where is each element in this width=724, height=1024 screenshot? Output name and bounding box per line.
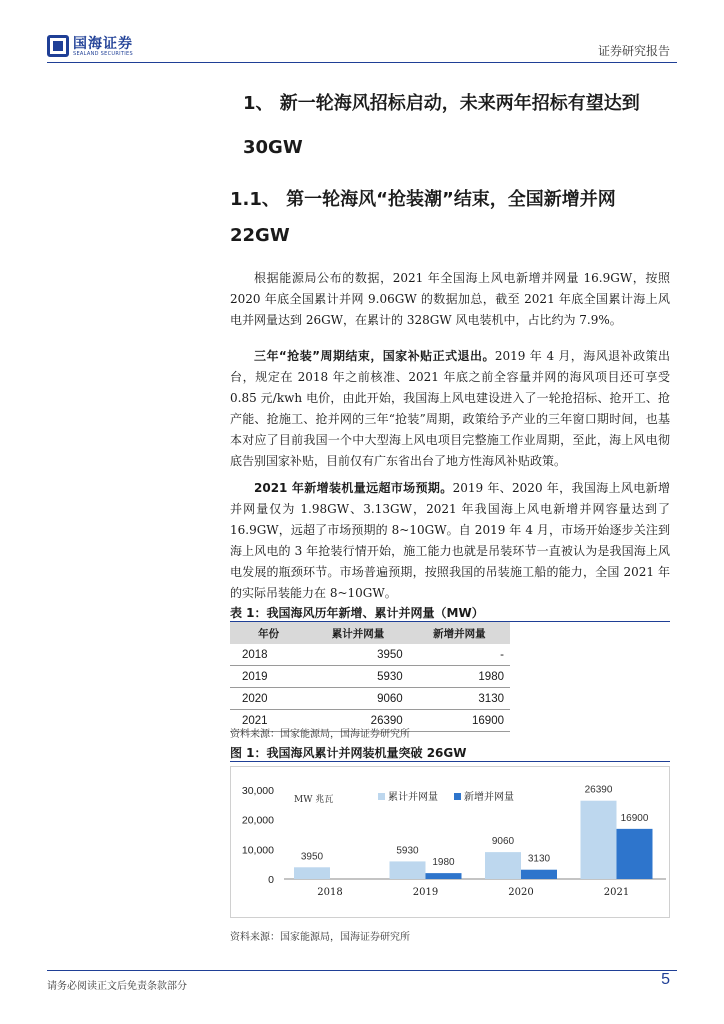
paragraph-2-body: 2019 年 4 月，海风退补政策出台，规定在 2018 年之前核准、2021 年底之前全容量并网的海风项目还可享受 0.85 元/kwh 电价，由此开始，我国海上风电建设进入了一轮抢招标、抢开工、抢产能、抢施工、抢并网的三年“抢装”周期，政策给予产业的三年窗口期时间，也基本对应了目前我国一个中大型海上风电项目完整施工作业周期，至此，海上风电彻底告别国家补贴，目前仅有广东省出台了地方性海风补贴政策。 <box>230 349 670 468</box>
table-cell: 2020 <box>230 688 307 710</box>
paragraph-3-lead: 2021 年新增装机量远超市场预期。 <box>254 481 453 495</box>
data-label: 26390 <box>584 784 613 796</box>
table-header-cumulative: 累计并网量 <box>307 622 408 644</box>
header-divider <box>47 62 677 63</box>
table-row <box>230 644 510 666</box>
heading-2-line-1: 1.1、 第一轮海风“抢装潮”结束，全国新增并网 <box>230 189 616 210</box>
company-logo <box>47 33 147 63</box>
heading-1-line-2: 30GW <box>243 137 303 158</box>
table-cell: 26390 <box>307 710 408 732</box>
page-number: 5 <box>661 971 670 988</box>
table-header-new: 新增并网量 <box>409 622 510 644</box>
table-source: 资料来源：国家能源局，国海证券研究所 <box>230 729 410 740</box>
table-cell: 9060 <box>307 688 408 710</box>
legend-swatch <box>454 793 461 800</box>
bar <box>426 873 462 879</box>
table-row <box>230 688 510 710</box>
figure-source: 资料来源：国家能源局，国海证券研究所 <box>230 932 410 943</box>
data-label: 1980 <box>432 857 455 869</box>
figure-caption-rule <box>230 761 670 762</box>
table-cell: 2018 <box>230 644 307 666</box>
bar <box>485 852 521 879</box>
data-table <box>230 622 510 732</box>
logo-en: SEALAND SECURITIES <box>73 51 133 57</box>
bar <box>581 801 617 879</box>
paragraph-1: 根据能源局公布的数据，2021 年全国海上风电新增并网量 16.9GW，按照 2020 年底全国累计并网 9.06GW 的数据加总，截至 2021 年底全国累计海上风电并网量达到 26GW，在累计的 328GW 风电装机中，占比约为 7.9%。 <box>230 271 670 327</box>
bar <box>617 829 653 879</box>
table-cell: 1980 <box>409 666 510 688</box>
table-cell: 3130 <box>409 688 510 710</box>
y-tick-label: 30,000 <box>241 785 274 797</box>
paragraph-3-body: 2019 年、2020 年，我国海上风电新增并网量仅为 1.98GW、3.13GW，2021 年我国海上风电新增并网容量达到了 16.9GW，远超了市场预期的 8~10GW。自 2019 年 4 月，市场开始逐步关注到海上风电的 3 年抢装行情开始，施工能力也就是吊装环节一直被认为是我国海上风电发展的瓶颈环节。市场普遍预期，按照我国的吊装施工船的能力，全国 2021 年的实际吊装能力在 8~10GW。 <box>230 481 670 600</box>
paragraph-2-lead: 三年“抢装”周期结束，国家补贴正式退出。 <box>254 349 495 363</box>
logo-icon <box>47 35 69 57</box>
table-row <box>230 666 510 688</box>
data-label: 9060 <box>491 836 515 848</box>
legend-label: 新增并网量 <box>464 792 514 803</box>
table-header-year: 年份 <box>230 622 307 644</box>
x-tick-label: 2018 <box>317 887 343 898</box>
table-cell: 3950 <box>307 644 408 666</box>
table-cell: 5930 <box>307 666 408 688</box>
paragraph-3 <box>230 478 670 604</box>
report-type: 证券研究报告 <box>597 44 670 58</box>
table-cell: 2019 <box>230 666 307 688</box>
data-label: 3950 <box>300 851 324 863</box>
x-tick-label: 2021 <box>603 887 630 898</box>
footer-divider <box>47 970 677 971</box>
x-tick-label: 2019 <box>412 887 439 898</box>
legend-swatch <box>378 793 385 800</box>
data-label: 3130 <box>527 853 551 865</box>
y-tick-label: 0 <box>268 874 274 886</box>
bar <box>294 867 330 879</box>
bar-chart <box>230 766 670 918</box>
figure-caption: 图 1：我国海风累计并网装机量突破 26GW <box>230 746 467 760</box>
paragraph-2 <box>230 346 670 472</box>
data-label: 16900 <box>620 812 649 824</box>
data-label: 5930 <box>396 845 419 857</box>
unit-label: MW 兆瓦 <box>294 795 334 805</box>
y-tick-label: 10,000 <box>241 844 274 857</box>
heading-1-line-1: 1、 新一轮海风招标启动，未来两年招标有望达到 <box>243 93 640 114</box>
bar <box>390 861 426 879</box>
table-cell: 2021 <box>230 710 307 732</box>
x-tick-label: 2020 <box>508 887 534 898</box>
table-caption: 表 1：我国海风历年新增、累计并网量（MW） <box>230 606 484 620</box>
y-tick-label: 20,000 <box>241 814 274 827</box>
table-header-row <box>230 622 510 644</box>
footer-disclaimer: 请务必阅读正文后免责条款部分 <box>47 981 187 992</box>
table-cell: - <box>409 644 510 666</box>
table-cell: 16900 <box>409 710 510 732</box>
logo-cn: 国海证券 <box>73 36 133 52</box>
legend-label: 累计并网量 <box>388 792 438 803</box>
bar <box>521 870 557 879</box>
heading-2-line-2: 22GW <box>230 225 290 246</box>
